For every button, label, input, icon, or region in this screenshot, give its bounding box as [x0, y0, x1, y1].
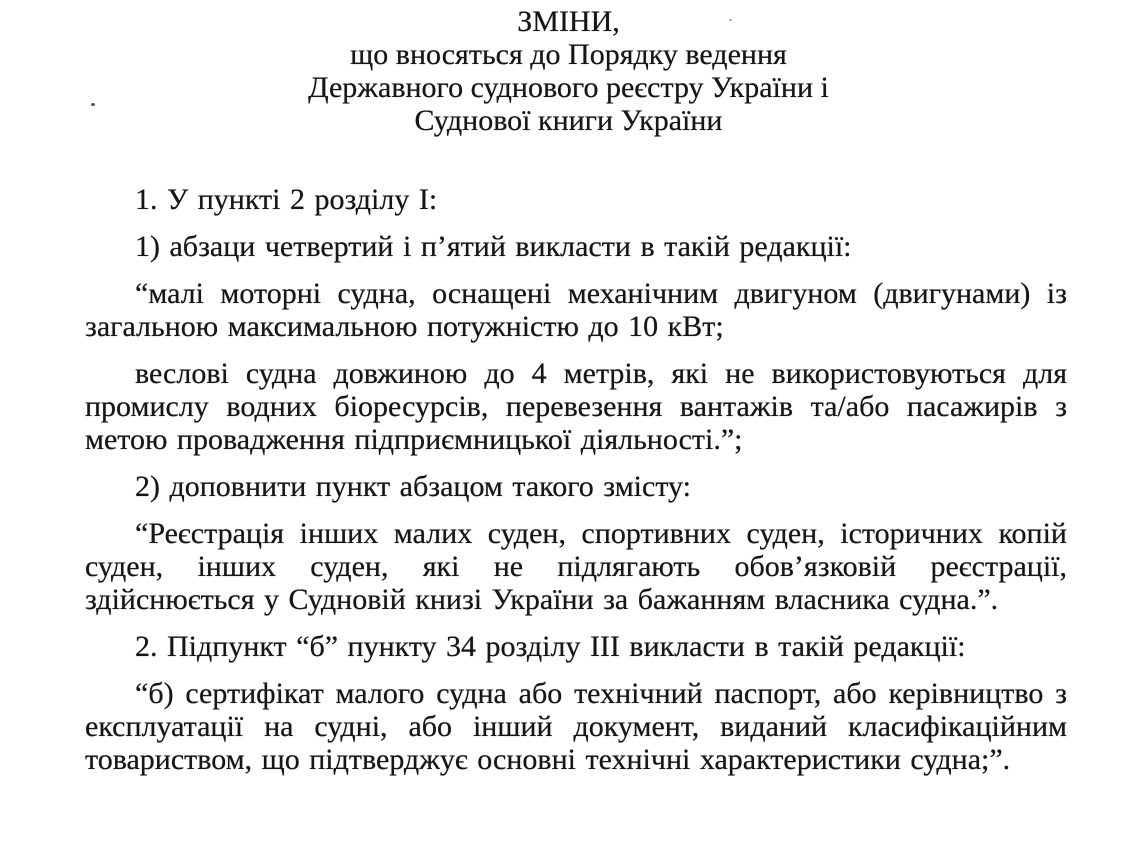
paragraph-quote-certificate: “б) сертифікат малого судна або технічний паспорт, або керівництво з експлуатації на судні, або інший документ, виданий класифікаційним товариством, що підтверджує основні технічні характеристики судна;”.: [85, 677, 1067, 776]
paragraph-subpoint-2: 2) доповнити пункт абзацом такого змісту:: [135, 470, 691, 503]
paragraph-quote-motor-vessels: “малі моторні судна, оснащені механічним двигуном (двигунами) із загальною максимальною потужністю до 10 кВт;: [85, 277, 1067, 343]
scan-artifact-speck: [91, 103, 95, 106]
paragraph-point-2: 2. Підпункт “б” пункту 34 розділу ІІІ викласти в такій редакції:: [135, 630, 966, 663]
title-line: Державного суднового реєстру України і: [308, 71, 829, 104]
title-line: що вносяться до Порядку ведення: [350, 38, 787, 71]
scan-artifact-speck: [729, 19, 732, 21]
document-title: [70, 5, 1067, 137]
paragraph-quote-rowing-vessels: веслові судна довжиною до 4 метрів, які не використовуються для промислу водних біоресурсів, перевезення вантажів та/або пасажирів з метою провадження підприємницької діяльності.”;: [85, 357, 1067, 456]
paragraph-quote-registration: “Реєстрація інших малих суден, спортивних суден, історичних копій суден, інших суден, які не підлягають обов’язковій реєстрації, здійснюється у Судновій книзі України за бажанням власника судна.”.: [85, 517, 1067, 616]
paragraph-point-1: 1. У пункті 2 розділу І:: [135, 183, 438, 216]
title-line: ЗМІНИ,: [517, 5, 620, 38]
document-content: [85, 5, 1067, 776]
title-line: Суднової книги України: [414, 104, 723, 137]
paragraph-subpoint-1: 1) абзаци четвертий і п’ятий викласти в такій редакції:: [135, 230, 852, 263]
